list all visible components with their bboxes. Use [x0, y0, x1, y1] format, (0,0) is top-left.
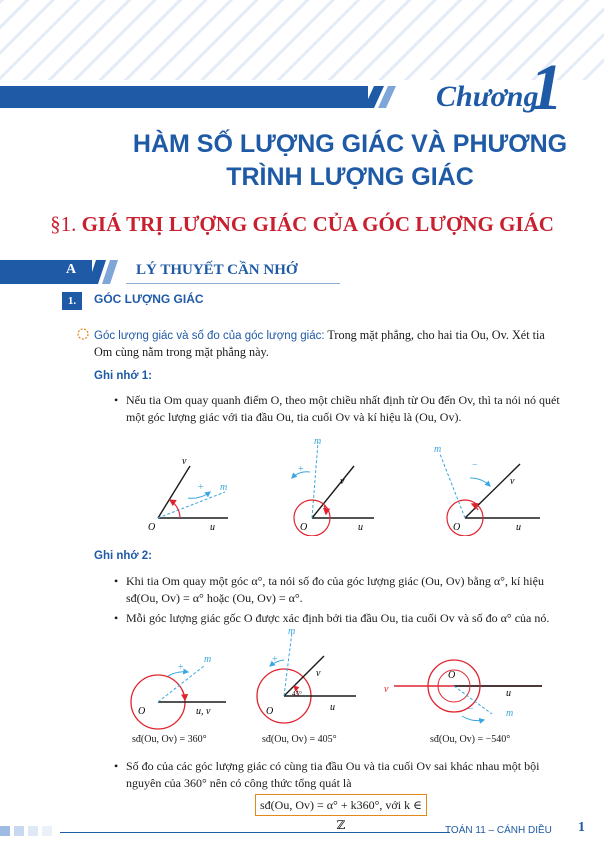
section-title	[0, 212, 604, 237]
subsection-title: GÓC LƯỢNG GIÁC	[94, 292, 204, 306]
footer-decor	[0, 826, 10, 836]
section-title-text: GIÁ TRỊ LƯỢNG GIÁC CỦA GÓC LƯỢNG GIÁC	[81, 212, 554, 236]
section-mark: §1.	[50, 212, 77, 236]
fig-label-plus: +	[298, 464, 304, 475]
figure-row-2	[112, 622, 552, 740]
note2-b2: Mỗi góc lượng giác gốc O được xác định bởi tia đầu Ou, tia cuối Ov và số đo α° của nó.	[126, 611, 550, 625]
fig-label-u: u	[358, 522, 363, 533]
fig-label-minus: −	[472, 460, 478, 471]
note2-b1-line2: sđ(Ou, Ov) = α° hoặc (Ou, Ov) = α°.	[126, 591, 303, 605]
intro-lead: Góc lượng giác và số đo của góc lượng giác:	[94, 330, 325, 342]
chapter-word: Chương	[436, 80, 539, 113]
note1-line1: Nếu tia Om quay quanh điểm O, theo một chiều nhất định từ Ou đến Ov, thì ta nói nó quét	[126, 393, 560, 407]
chapter-band	[0, 86, 400, 108]
fig-label-v: v	[182, 456, 187, 467]
note1-line2: một góc lượng giác với tia đầu Ou, tia cuối Ov và kí hiệu là (Ou, Ov).	[126, 410, 462, 424]
part-title: LÝ THUYẾT CẦN NHỚ	[136, 262, 298, 278]
formula-box: sđ(Ou, Ov) = α° + k360°, với k ∈ ℤ	[255, 794, 427, 816]
fig-label-O: O	[148, 522, 156, 533]
intro-paragraph	[94, 327, 574, 345]
note1-label: Ghi nhớ 1:	[94, 370, 153, 382]
fig-label-v: v	[510, 476, 515, 487]
bullet-dot-icon: •	[114, 759, 119, 773]
note2-bullet-3	[114, 758, 576, 792]
fig-label-uv: u, v	[196, 706, 211, 717]
note2-label: Ghi nhớ 2:	[94, 550, 153, 562]
fig-label-O: O	[300, 522, 308, 533]
fig-label-minus: −	[468, 704, 474, 715]
bullet-dot-icon: •	[114, 574, 119, 588]
fig-label-angle45: 45°	[292, 690, 302, 698]
fig-label-u: u	[516, 522, 521, 533]
fig-label-O: O	[138, 706, 146, 717]
chapter-title-line1: HÀM SỐ LƯỢNG GIÁC VÀ PHƯƠNG	[132, 130, 568, 158]
chapter-title-line2: TRÌNH LƯỢNG GIÁC	[226, 163, 474, 191]
fig-label-m: m	[434, 444, 442, 455]
fig-label-O: O	[448, 670, 456, 681]
fig-label-m: m	[506, 708, 514, 719]
fig-label-u: u	[330, 702, 335, 713]
fig-label-u: u	[506, 688, 511, 699]
caption-405: sđ(Ou, Ov) = 405°	[262, 734, 337, 745]
fig-label-v: v	[316, 668, 321, 679]
gear-bullet-icon	[76, 327, 90, 341]
note2-b3-line2: nguyên của 360° nên có công thức tổng quát là	[126, 776, 352, 790]
figure-1b	[292, 436, 374, 536]
fig-label-v: v	[384, 684, 389, 695]
figure-row-1	[140, 436, 560, 536]
fig-label-m: m	[204, 654, 212, 665]
bullet-dot-icon: •	[114, 393, 119, 407]
footer-decor	[14, 826, 24, 836]
fig-label-plus: +	[272, 654, 278, 665]
note1-bullet	[114, 392, 576, 426]
subsection-number: 1.	[62, 292, 82, 310]
fig-label-O: O	[453, 522, 461, 533]
figure-1c	[434, 444, 540, 536]
fig-label-m: m	[288, 626, 296, 637]
figure-2a	[131, 654, 226, 729]
fig-label-plus: +	[178, 662, 184, 673]
fig-label-m: m	[220, 482, 228, 493]
figure-1a	[148, 456, 228, 533]
bullet-dot-icon: •	[114, 611, 119, 625]
figure-2b	[257, 626, 356, 723]
chapter-number: 1	[530, 51, 563, 124]
note2-bullet-1	[114, 573, 576, 607]
chapter-title	[90, 128, 604, 194]
note2-b1-line1: Khi tia Om quay một góc α°, ta nói số đo của góc lượng giác (Ou, Ov) bằng α°, kí hiệu	[126, 574, 544, 588]
figure-2c	[384, 660, 542, 721]
note2-b3-line1: Số đo của các góc lượng giác có cùng tia đầu Ou và tia cuối Ov sai khác nhau một bội	[126, 759, 540, 773]
fig-label-u: u	[210, 522, 215, 533]
footer-book: TOÁN 11 – CÁNH DIỀU	[445, 825, 552, 836]
fig-label-v: v	[340, 476, 345, 487]
fig-label-m: m	[314, 436, 322, 447]
footer-line	[60, 832, 450, 833]
caption-540: sđ(Ou, Ov) = −540°	[430, 734, 511, 745]
caption-360: sđ(Ou, Ov) = 360°	[132, 734, 207, 745]
intro-text-line2: Om cùng nằm trong mặt phẳng này.	[94, 345, 269, 359]
fig-label-plus: +	[198, 482, 204, 493]
page-number: 1	[578, 820, 585, 835]
footer-decor	[28, 826, 38, 836]
footer-decor	[42, 826, 52, 836]
fig-label-O: O	[266, 706, 274, 717]
intro-text-line1: Trong mặt phẳng, cho hai tia Ou, Ov. Xét tia	[327, 328, 545, 342]
part-letter: A	[66, 262, 77, 277]
